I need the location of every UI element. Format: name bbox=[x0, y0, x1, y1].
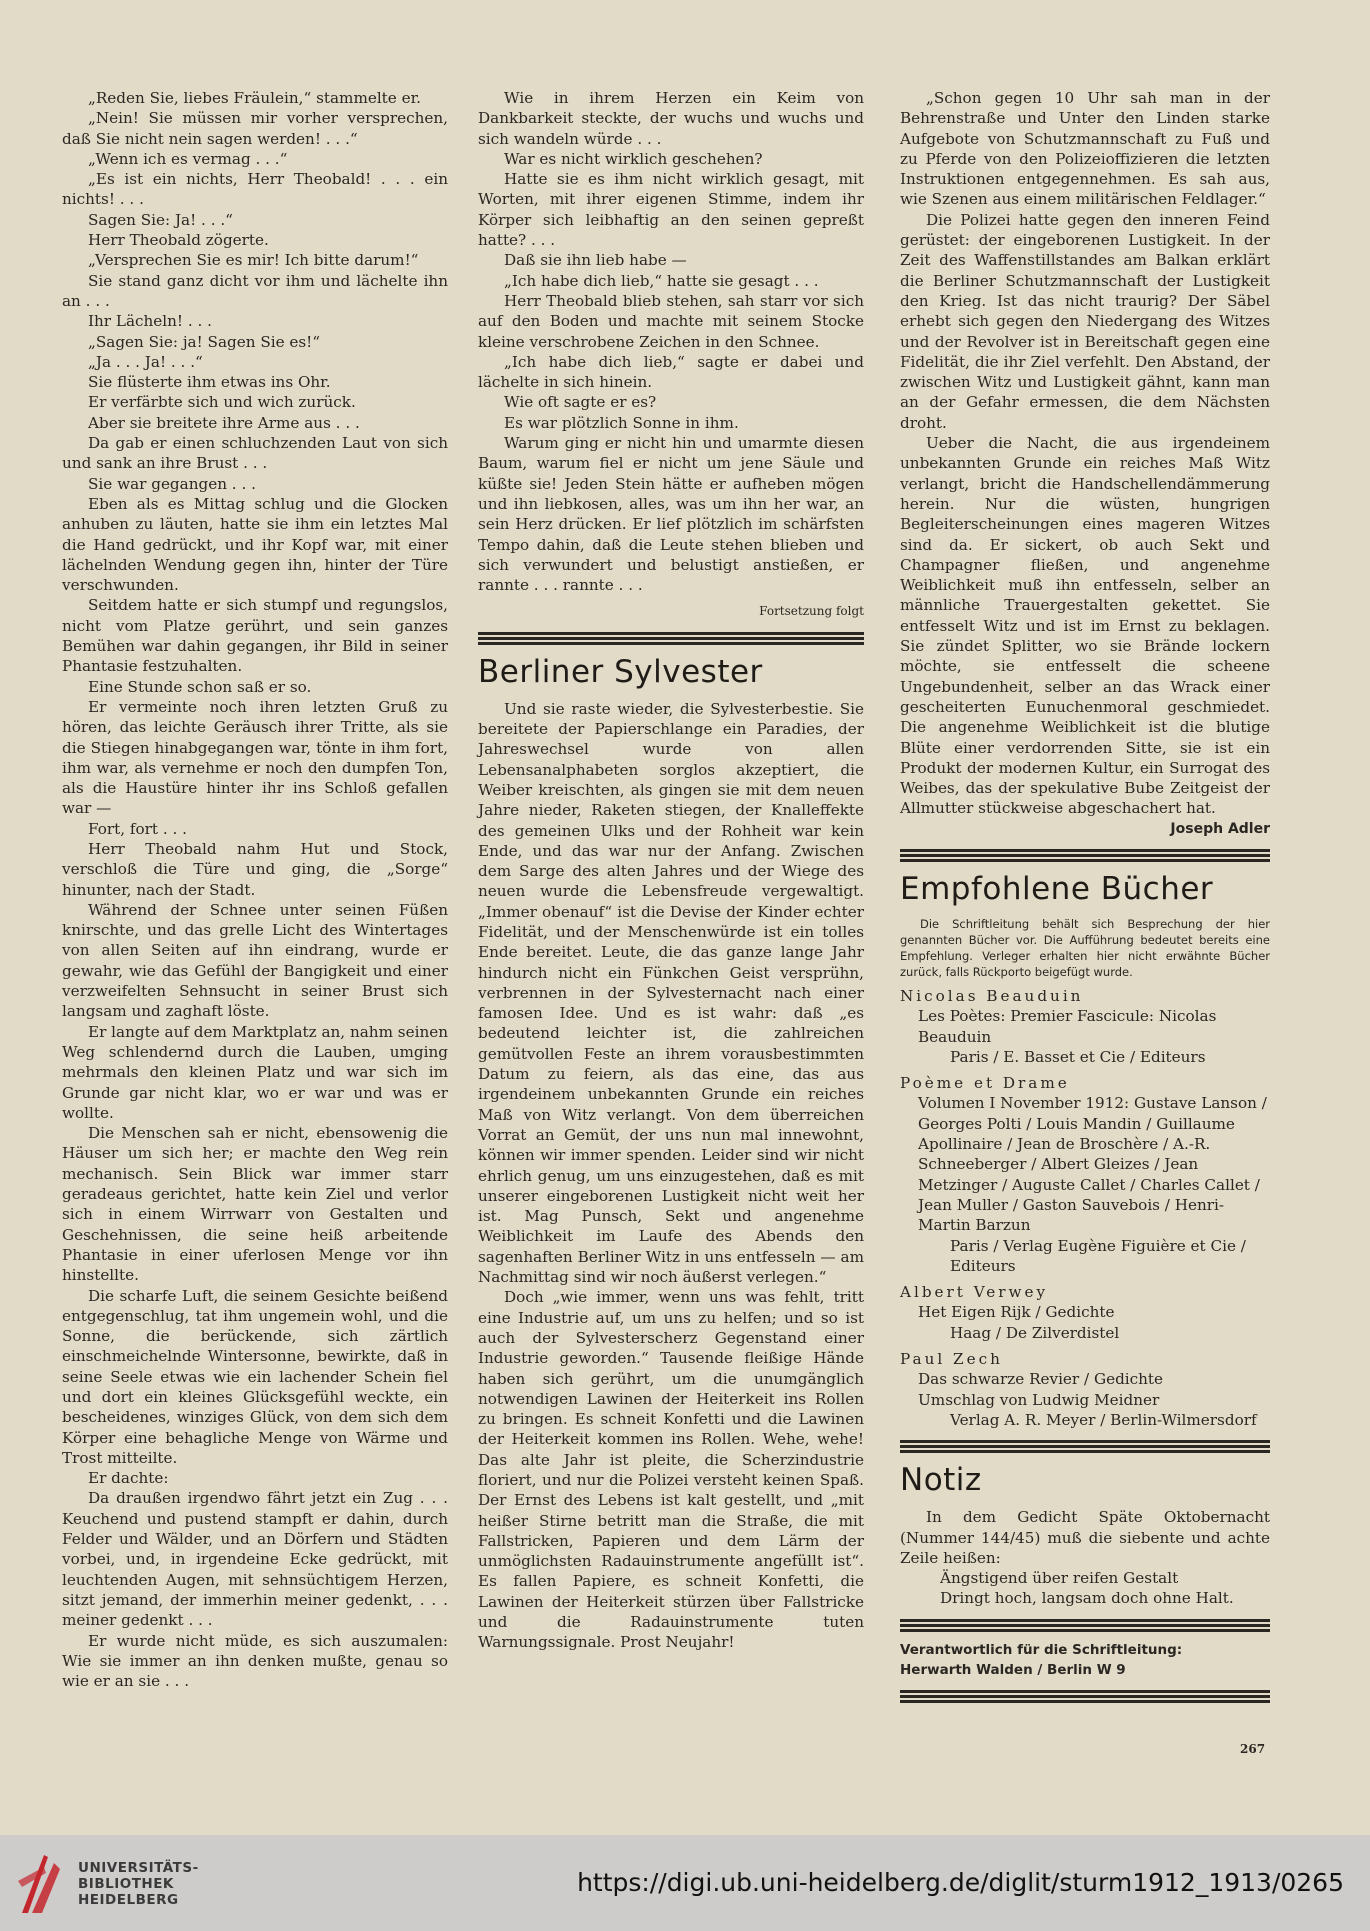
story-column-left bbox=[62, 88, 448, 1691]
book-imprint: Paris / E. Basset et Cie / Editeurs bbox=[950, 1047, 1206, 1066]
story-paragraph: „Reden Sie, liebes Fräulein,“ stammelte er. bbox=[88, 89, 422, 107]
story-continuation bbox=[478, 88, 864, 595]
story-column-middle bbox=[478, 88, 864, 1653]
story-paragraph: Herr Theobald nahm Hut und Stock, verschloß die Türe und ging, die „Sorge“ hinunter, nach der Stadt. bbox=[62, 839, 448, 899]
article-author: Joseph Adler bbox=[1170, 820, 1270, 837]
story-paragraph: Sie stand ganz dicht vor ihm und lächelte ihn an . . . bbox=[62, 271, 448, 310]
book-title: Umschlag von Ludwig Meidner bbox=[918, 1390, 1160, 1409]
story-paragraph: Ihr Lächeln! . . . bbox=[88, 312, 212, 331]
story-paragraph: „Ich habe dich lieb,“ sagte er dabei und lächelte in sich hinein. bbox=[478, 352, 864, 392]
story-paragraph: Fort, fort . . . bbox=[88, 819, 187, 838]
right-column bbox=[900, 88, 1270, 1711]
story-paragraph: Die scharfe Luft, die seinem Gesichte beißend entgegenschlug, tat ihm ungemein wohl, und die Sonne, die berückende, sich zärtlich einschmeichelnde Wintersonne, bewirkte, daß in seine Seele etwas wie ein lachender Schein fiel und dort ein kleines Glücksgefühl weckte, ein bescheidenes, winziges Glück, von dem sich dem Körper eine behagliche Menge von Wärme und Trost mitteilte. bbox=[62, 1286, 448, 1467]
story-paragraph: Er langte auf dem Marktplatz an, nahm seinen Weg schlendernd durch die Lauben, umging mehrmals den kleinen Platz und war sich im Grunde gar nicht klar, wo er war und was er wollte. bbox=[62, 1022, 448, 1122]
story-paragraph: „Sagen Sie: ja! Sagen Sie es!“ bbox=[88, 332, 321, 351]
book-author: Nicolas Beauduin bbox=[900, 986, 1084, 1005]
story-paragraph: Hatte sie es ihm nicht wirklich gesagt, mit Worten, mit ihrer eigenen Stimme, indem ihr Körper sich leibhaftig an den seinen gepreßt hatte? . . . bbox=[478, 170, 864, 250]
story-paragraph: Wie in ihrem Herzen ein Keim von Dankbarkeit steckte, der wuchs und wuchs und sich wandeln würde . . . bbox=[478, 89, 864, 148]
book-list bbox=[900, 986, 1270, 1430]
story-paragraph: Eine Stunde schon saß er so. bbox=[88, 677, 312, 696]
book-imprint: Verlag A. R. Meyer / Berlin-Wilmersdorf bbox=[950, 1410, 1257, 1429]
continued-note: Fortsetzung folgt bbox=[759, 604, 864, 619]
story-paragraph: Herr Theobald zögerte. bbox=[88, 231, 269, 250]
story-paragraph: Es war plötzlich Sonne in ihm. bbox=[504, 413, 739, 432]
books-note: Die Schriftleitung behält sich Besprechung der hier genannten Bücher vor. Die Aufführung bedeutet bereits eine Empfehlung. Verleger erhalten hier nicht erwähnte Bücher zurück, falls Rückporto beigefügt wurde. bbox=[900, 916, 1270, 979]
story-paragraph: Er vermeinte noch ihren letzten Gruß zu hören, das leichte Geräusch ihrer Tritte, als sie die Stiegen hinabgegangen war, tönte in ihm fort, ihm war, als vernehme er noch den dumpfen Ton, als die Haustüre hinter ihr ins Schloß gefallen war — bbox=[62, 697, 448, 818]
story-paragraph: Seitdem hatte er sich stumpf und regungslos, nicht vom Platze gerührt, und sein ganzes Bemühen war dahin gegangen, ihr Bild in seiner Phantasie festzuhalten. bbox=[62, 596, 448, 676]
permalink-url[interactable]: https://digi.ub.uni-heidelberg.de/diglit/sturm1912_1913/0265 bbox=[577, 1868, 1344, 1897]
article-paragraph: „Schon gegen 10 Uhr sah man in der Behrenstraße und Unter den Linden starke Aufgebote von Schutzmannschaft zu Fuß und zu Pferde von den Polizeioffizieren die letzten Instruktionen entgegennehmen. Es sah aus, wie Szenen aus einem militärischen Feldlager.“ bbox=[900, 89, 1270, 209]
section-rule bbox=[900, 1440, 1270, 1453]
book-imprint: Haag / De Zilverdistel bbox=[950, 1323, 1120, 1342]
notiz-text: In dem Gedicht Späte Oktobernacht (Nummer 144/45) muß die siebente und achte Zeile heißen: bbox=[900, 1508, 1270, 1567]
story-paragraph: „Es ist ein nichts, Herr Theobald! . . . ein nichts! . . . bbox=[62, 170, 448, 209]
article-paragraph: Doch „wie immer, wenn uns was fehlt, tritt eine Industrie auf, um uns zu helfen; und so ist auch der Sylvesterscherz Gegenstand einer Industrie geworden.“ Tausende fleißige Hände haben sich gerührt, um die unumgänglich notwendigen Lawinen der Heiterkeit ins Rollen zu bringen. Es schneit Konfetti und die Lawinen der Heiterkeit kommen ins Rollen. Wehe, wehe! Das alte Jahr ist pleite, die Scherzindustrie floriert, und nur die Polizei versteht keinen Spaß. Der Ernst des Lebens ist kalt gestellt, und „mit heißer Stirne betritt man die Straße, die mit Fallstricken, Papieren und dem Lärm der unmöglichsten Radauinstrumente angefüllt ist“. Es fallen Papiere, es schneit Konfetti, die Lawinen der Heiterkeit stürzen über Fallstricke und die Radauinstrumente tuten Warnungssignale. Prost Neujahr! bbox=[478, 1288, 864, 1652]
story-paragraph: Er verfärbte sich und wich zurück. bbox=[88, 393, 356, 412]
notiz-verse-2: Dringt hoch, langsam doch ohne Halt. bbox=[940, 1589, 1234, 1608]
story-paragraph: Sie war gegangen . . . bbox=[88, 474, 256, 493]
book-title: Les Poètes: Premier Fascicule: Nicolas Beauduin bbox=[918, 1007, 1217, 1046]
article-paragraph: Und sie raste wieder, die Sylvesterbestie. Sie bereitete der Papierschlange ein Paradies, der Jahreswechsel wurde von allen Lebensanalphabeten sorglos akzeptiert, die Weiber kreischten, als gingen sie mit dem neuen Jahre nieder, Raketen stiegen, der Knalleffekte des gemeinen Ulks und der Rohheit war kein Ende, und das war nur der Anfang. Zwischen dem Sarge des alten Jahres und der Wiege des neuen wurde die Lebensfreude vergewaltigt. „Immer obenauf“ ist die Devise der Kinder echter Fidelität, und der Menschenwürde ist ein tolles Ende bereitet. Leute, die das ganze lange Jahr hindurch nicht ein Fünkchen Geist versprühn, verbrennen in der Sylvesternacht nach einer famosen Idee. Und es ist wahr: daß „es bedeutend leichter ist, die zahlreichen gemütvollen Feste an ihrem vorausbestimmten Datum zu feiern, als das eine, das aus irgendeinem unbekannten Grunde ein reiches Maß von Witz verlangt. Von dem überreichen Vorrat an Gemüt, der uns nun mal innewohnt, können wir immer spenden. Leider sind wir nicht ehrlich genug, um uns einzugestehen, daß es mit unserer eingeborenen Lustigkeit nicht weit her ist. Mag Punsch, Sekt und angenehme Weiblichkeit im Laufe des Abends den sagenhaften Berliner Witz in uns entfesseln — am Nachmittag sind wir noch äußerst verlegen.“ bbox=[478, 699, 864, 1287]
article-paragraph: Die Polizei hatte gegen den inneren Feind gerüstet: der eingeborenen Lustigkeit. In der Zeit des Waffenstillstandes am Balkan erklärt die Berliner Schutzmannschaft der Lustigkeit den Krieg. Ist das nicht traurig? Der Säbel erhebt sich gegen den Niedergang des Witzes und der Revolver ist in Bereitschaft gegen eine Fidelität, die ihr Ziel verfehlt. Den Abstand, der zwischen Witz und Lustigkeit gähnt, kann man an der Gefahr ermessen, die dem Nächsten droht. bbox=[900, 210, 1270, 432]
responsible-label: Verantwortlich für die Schriftleitung: bbox=[900, 1641, 1183, 1658]
story-paragraph: Sie flüsterte ihm etwas ins Ohr. bbox=[88, 373, 331, 392]
story-paragraph: War es nicht wirklich geschehen? bbox=[504, 149, 763, 168]
notiz-title: Notiz bbox=[900, 1462, 982, 1499]
book-imprint: Paris / Verlag Eugène Figuière et Cie / Editeurs bbox=[950, 1236, 1246, 1275]
story-paragraph: „Nein! Sie müssen mir vorher versprechen, daß Sie nicht nein sagen werden! . . .“ bbox=[62, 109, 448, 148]
university-seal-icon bbox=[14, 1847, 70, 1919]
story-paragraph: Daß sie ihn lieb habe — bbox=[504, 251, 687, 270]
story-paragraph: Da draußen irgendwo fährt jetzt ein Zug . . . Keuchend und pustend stampft er dahin, durch Felder und Wälder, und an Dörfern und Städten vorbei, und, in irgendeine Ecke gedrückt, mit leuchtenden Augen, mit sehnsüchtigem Herzen, sitzt jemand, der immerhin meiner gedenkt, . . . meiner gedenkt . . . bbox=[62, 1489, 448, 1630]
article-title: Berliner Sylvester bbox=[478, 653, 763, 690]
book-title: Het Eigen Rijk / Gedichte bbox=[918, 1303, 1115, 1322]
page-number: 267 bbox=[1240, 1742, 1266, 1756]
notiz-verse-1: Ängstigend über reifen Gestalt bbox=[940, 1569, 1179, 1588]
story-paragraph: Eben als es Mittag schlug und die Glocken anhuben zu läuten, hatte sie ihm ein letztes Mal die Hand gedrückt, und ihr Kopf war, mit einer lächelnden Wendung gegen ihn, hinter der Türe verschwunden. bbox=[62, 494, 448, 595]
story-paragraph: Wie oft sagte er es? bbox=[504, 393, 657, 412]
story-paragraph: Während der Schnee unter seinen Füßen knirschte, und das grelle Licht des Wintertages von allen Seiten auf ihn eindrang, wurde er gewahr, wie das Gefühl der Bangigkeit und einer verzweifelten Sehnsucht in seiner Brust sich langsam und zaghaft löste. bbox=[62, 900, 448, 1021]
book-author: Albert Verwey bbox=[900, 1283, 1049, 1302]
section-rule bbox=[900, 849, 1270, 862]
article-body-end bbox=[900, 88, 1270, 819]
story-paragraph: Sagen Sie: Ja! . . .“ bbox=[88, 210, 233, 229]
story-paragraph: „Ja . . . Ja! . . .“ bbox=[88, 352, 203, 371]
section-rule bbox=[900, 1619, 1270, 1632]
article-body-start bbox=[478, 699, 864, 1653]
story-paragraph: „Wenn ich es vermag . . .“ bbox=[88, 149, 288, 168]
section-rule bbox=[900, 1690, 1270, 1703]
book-title: Das schwarze Revier / Gedichte bbox=[918, 1370, 1164, 1389]
story-paragraph: Er wurde nicht müde, es sich auszumalen: Wie sie immer an ihn denken mußte, genau so wie er an sie . . . bbox=[62, 1631, 448, 1691]
story-paragraph: Da gab er einen schluchzenden Laut von sich und sank an ihre Brust . . . bbox=[62, 434, 448, 473]
book-author: Paul Zech bbox=[900, 1350, 1003, 1369]
books-title: Empfohlene Bücher bbox=[900, 870, 1214, 907]
story-paragraph: Aber sie breitete ihre Arme aus . . . bbox=[88, 413, 360, 432]
story-paragraph: Herr Theobald blieb stehen, sah starr vor sich auf den Boden und machte mit seinem Stocke kleine verschrobene Zeichen in den Schnee. bbox=[478, 291, 864, 351]
book-title: Volumen I November 1912: Gustave Lanson / Georges Polti / Louis Mandin / Guillaume Apollinaire / Jean de Broschère / A.-R. Schneeberger / Albert Gleizes / Jean Metzinger / Auguste Callet / Charles Callet / Jean Muller / Gaston Sauvebois / Henri-Martin Barzun bbox=[918, 1094, 1267, 1235]
article-paragraph: Ueber die Nacht, die aus irgendeinem unbekannten Grunde ein reiches Maß Witz verlangt, bricht die Handschellendämmerung herein. Nur die wüsten, hungrigen Begleiterscheinungen eines mageren Witzes sind da. Er sickert, ob auch Sekt und Champagner fließen, und angenehme Weiblichkeit muß ihn entfesseln, selber an männliche Trauergestalten gekettet. Sie entfesselt Witz und ist im Ernst zu beklagen. Sie zündet Splitter, wo sie Brände lockern möchte, sie entfesselt die scheene Ungebundenheit, selber an das Wrack einer gescheiterten Eunuchenmoral geschmiedet. Die angenehme Weiblichkeit ist die blutige Blüte einer verdorrenden Sitte, sie ist ein Produkt der modernen Kultur, ein Surrogat des Weibes, das der spekulative Bube Zeitgeist der Allmutter stückweise abgeschachert hat. bbox=[900, 434, 1270, 818]
story-paragraph: „Versprechen Sie es mir! Ich bitte darum!“ bbox=[88, 251, 419, 270]
story-paragraph: „Ich habe dich lieb,“ hatte sie gesagt . . . bbox=[504, 271, 819, 290]
viewer-footer bbox=[0, 1835, 1370, 1931]
story-paragraph: Die Menschen sah er nicht, ebensowenig die Häuser um sich her; er machte den Weg rein mechanisch. Sein Blick war immer starr geradeaus gerichtet, hatte kein Ziel und verlor sich in einem Wirrwarr von Gestalten und Geschehnissen, die seine heiß arbeitende Phantasie in einer uferlosen Menge vor ihn hinstellte. bbox=[62, 1124, 448, 1285]
story-paragraph: Er dachte: bbox=[88, 1469, 169, 1488]
section-rule bbox=[478, 632, 864, 645]
book-author: Poème et Drame bbox=[900, 1074, 1070, 1093]
library-name: UNIVERSITÄTS- BIBLIOTHEK HEIDELBERG bbox=[78, 1860, 199, 1908]
editor-line: Herwarth Walden / Berlin W 9 bbox=[900, 1661, 1126, 1678]
story-paragraph: Warum ging er nicht hin und umarmte diesen Baum, warum fiel er nicht um jene Säule und küßte sie! Jeden Stein hätte er aufheben mögen und ihn liebkosen, alles, was um ihn her war, an sein Herz drücken. Er lief plötzlich im schärfsten Tempo dahin, daß die Leute stehen blieben und sich verwundert und belustigt anstießen, er rannte . . . rannte . . . bbox=[478, 434, 864, 595]
